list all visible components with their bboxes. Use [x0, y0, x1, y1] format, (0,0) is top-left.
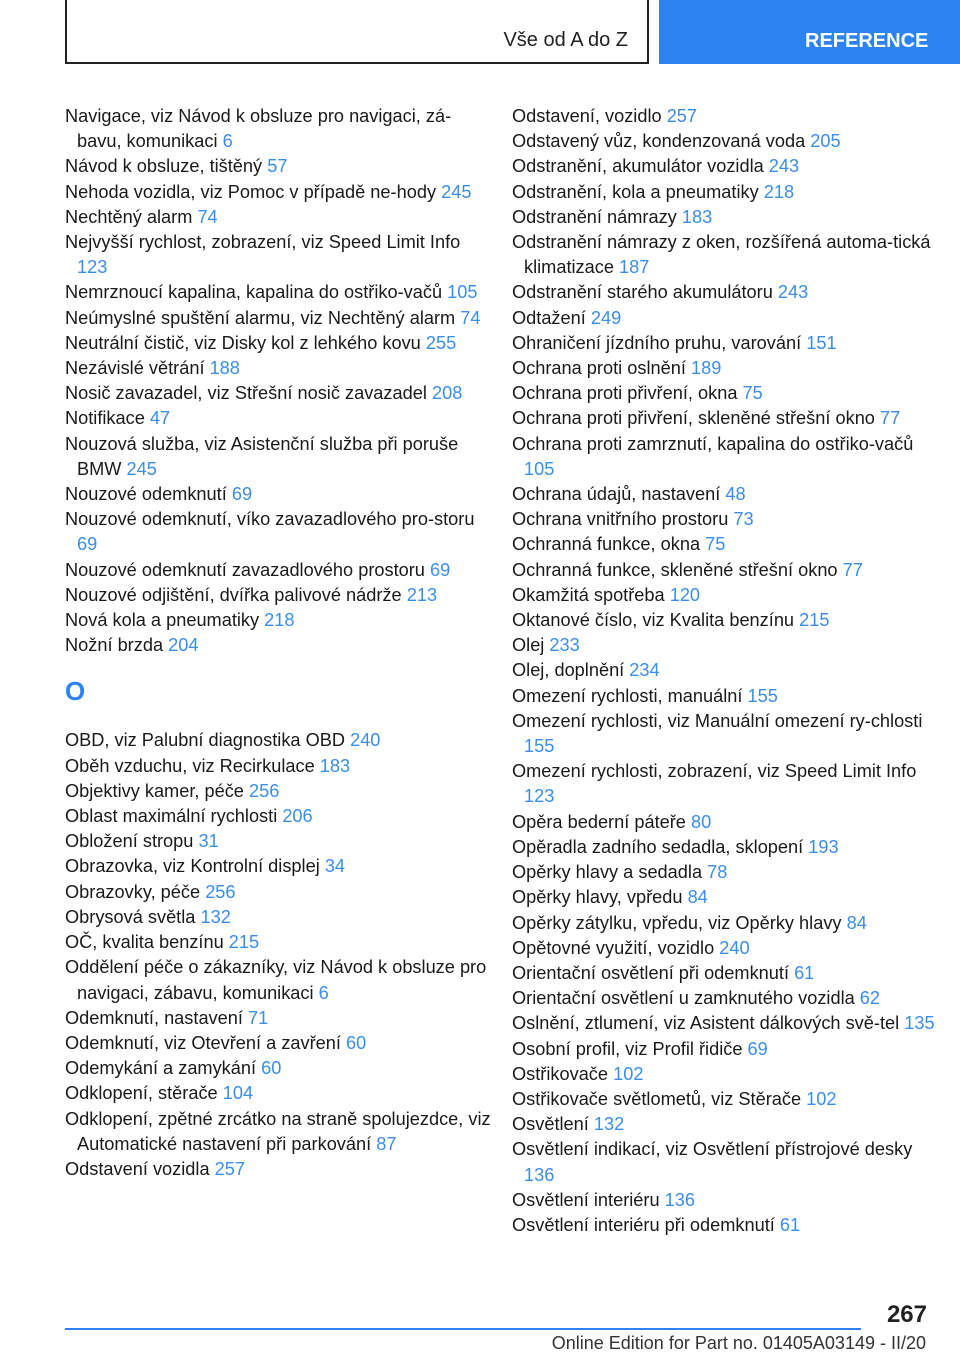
page-reference-link[interactable]: 136: [524, 1164, 555, 1185]
index-entry: [65, 1081, 495, 1106]
page-reference-link[interactable]: 183: [681, 206, 713, 227]
index-entry: [512, 205, 942, 230]
index-column-right: [512, 104, 942, 1238]
page-reference-link[interactable]: 256: [205, 881, 236, 902]
page-reference-link[interactable]: 257: [214, 1158, 245, 1179]
index-entry: [65, 180, 495, 205]
page-reference-link[interactable]: 75: [742, 383, 763, 404]
index-group-o-continued: [512, 104, 942, 1238]
index-entry-text: Ostřikovače světlometů, viz Stěrače: [512, 1088, 802, 1109]
page-reference-link[interactable]: 132: [593, 1114, 625, 1135]
index-entry: [512, 104, 942, 129]
index-entry-text: Ohraničení jízdního pruhu, varování: [512, 332, 802, 353]
footer-edition-text: Online Edition for Part no. 01405A03149 - II/20: [551, 1333, 926, 1353]
index-entry: [65, 230, 495, 280]
index-entry: [65, 1157, 495, 1182]
page-reference-link[interactable]: 155: [524, 736, 555, 757]
page-reference-link[interactable]: 104: [222, 1083, 254, 1104]
index-entry-text: Opěra bederní páteře: [512, 811, 686, 832]
index-entry: [512, 759, 942, 809]
index-entry: [512, 1137, 942, 1187]
index-entry-text: Opěrky zátylku, vpředu, viz Opěrky hlavy: [512, 912, 842, 933]
page-reference-link[interactable]: 257: [666, 106, 698, 126]
index-entry: [512, 432, 942, 482]
index-entry: [512, 633, 942, 658]
index-entry-text: Opětovné využití, vozidlo: [512, 937, 715, 958]
index-entry: [512, 860, 942, 885]
index-entry-text: Ochrana proti přivření, skleněné střešní okno: [512, 408, 875, 429]
index-entry-text: Obložení stropu: [65, 831, 194, 852]
index-entry-text: Ochrana proti zamrznutí, kapalina do ostřiko‐vačů: [512, 433, 914, 454]
index-entry-text: Osobní profil, viz Profil řidiče: [512, 1038, 743, 1059]
index-entry-text: Odklopení, stěrače: [65, 1083, 218, 1104]
index-entry: [512, 558, 942, 583]
page-reference-link[interactable]: 187: [619, 257, 650, 278]
index-entry-text: Ochrana údajů, nastavení: [512, 484, 721, 505]
page-reference-link[interactable]: 218: [763, 181, 795, 202]
index-entry-text: Okamžitá spotřeba: [512, 584, 665, 605]
index-entry: [65, 356, 495, 381]
page-number: 267: [886, 1301, 927, 1328]
page-reference-link[interactable]: 213: [406, 584, 438, 605]
index-entry-text: Opěrky hlavy a sedadla: [512, 862, 703, 883]
index-entry: [65, 406, 495, 431]
index-entry-text: Osvětlení: [512, 1114, 589, 1135]
index-entry-text: Ostřikovače: [512, 1063, 609, 1084]
index-entry: [512, 936, 942, 961]
index-entry: [512, 583, 942, 608]
index-entry-text: Nosič zavazadel, viz Střešní nosič zavazadel: [65, 383, 427, 404]
page-reference-link[interactable]: 77: [842, 559, 863, 580]
index-entry: [65, 482, 495, 507]
index-entry-text: Olej: [512, 635, 545, 656]
index-entry-text: Odtažení: [512, 307, 586, 328]
page-reference-link[interactable]: 34: [324, 856, 346, 877]
index-entry: [65, 905, 495, 930]
page-reference-link[interactable]: 240: [350, 730, 381, 751]
page-reference-link[interactable]: 69: [747, 1038, 768, 1059]
index-entry-text: Nouzové odemknutí, víko zavazadlového pro‐storu: [65, 509, 475, 530]
index-entry: [65, 930, 495, 955]
page-reference-link[interactable]: 105: [447, 282, 478, 303]
page-reference-link[interactable]: 205: [810, 131, 841, 152]
page-reference-link[interactable]: 206: [282, 806, 313, 827]
page-reference-link[interactable]: 60: [346, 1032, 367, 1053]
index-entry: [65, 432, 495, 482]
index-entry: [512, 381, 942, 406]
page-reference-link[interactable]: 61: [779, 1214, 801, 1235]
index-entry: [512, 961, 942, 986]
index-entry-text: Nehoda vozidla, viz Pomoc v případě ne‐hody: [65, 181, 437, 202]
index-entry-text: Osvětlení interiéru: [512, 1189, 660, 1210]
index-entry: [65, 1031, 495, 1056]
page-reference-link[interactable]: 74: [460, 307, 481, 328]
index-entry-text: Opěrky hlavy, vpředu: [512, 887, 683, 908]
page-reference-link[interactable]: 84: [846, 912, 867, 933]
page-reference-link[interactable]: 69: [231, 484, 253, 505]
page-reference-link[interactable]: 204: [168, 635, 199, 656]
index-entry: [65, 280, 495, 305]
index-entry: [512, 835, 942, 860]
index-entry: [65, 104, 495, 154]
page-reference-link[interactable]: 123: [524, 786, 555, 807]
index-entry-text: Orientační osvětlení u zamknutého vozidla: [512, 988, 855, 1009]
page-reference-link[interactable]: 132: [200, 906, 231, 927]
index-entry-text: Odemknutí, nastavení: [65, 1007, 243, 1028]
index-entry-text: Nouzová služba, viz Asistenční služba při poruše BMW: [65, 433, 459, 479]
index-group-n: [65, 104, 495, 658]
index-entry-text: Objektivy kamer, péče: [65, 780, 244, 801]
index-entry: [512, 532, 942, 557]
index-entry-text: Odstranění, kola a pneumatiky: [512, 181, 759, 202]
page-reference-link[interactable]: 193: [808, 836, 839, 857]
index-entry: [512, 658, 942, 683]
page-reference-link[interactable]: 75: [705, 534, 726, 555]
index-entry-text: Oddělení péče o zákazníky, viz Návod k obsluze pro navigaci, zábavu, komunikaci: [65, 957, 487, 1003]
index-entry-text: Nezávislé větrání: [65, 358, 205, 379]
index-entry: [512, 1011, 942, 1036]
index-entry-text: Osvětlení indikací, viz Osvětlení přístrojové desky: [512, 1139, 913, 1160]
page-reference-link[interactable]: 208: [431, 383, 463, 404]
index-column-left: [65, 104, 495, 1182]
index-entry-text: Ochrana vnitřního prostoru: [512, 509, 729, 530]
reference-tab[interactable]: [659, 0, 960, 64]
index-entry-text: Orientační osvětlení při odemknutí: [512, 962, 789, 983]
index-entry-text: Odklopení, zpětné zrcátko na straně spolujezdce, viz Automatické nastavení při parkování: [65, 1108, 491, 1154]
index-entry: [65, 880, 495, 905]
index-entry: [65, 804, 495, 829]
index-entry: [512, 810, 942, 835]
page-reference-link[interactable]: 136: [664, 1189, 696, 1210]
page-reference-link[interactable]: 188: [209, 358, 240, 379]
index-entry: [65, 779, 495, 804]
index-entry-text: Ochrana proti oslnění: [512, 358, 686, 379]
index-entry-text: Odstranění námrazy: [512, 206, 677, 227]
index-entry-text: Nožní brzda: [65, 635, 164, 656]
index-entry: [512, 986, 942, 1011]
page-reference-link[interactable]: 102: [613, 1063, 644, 1084]
index-entry-text: Odemykání a zamykání: [65, 1058, 257, 1079]
section-letter-o: O: [65, 676, 86, 707]
index-entry-text: Omezení rychlosti, manuální: [512, 685, 743, 706]
index-entry: [512, 911, 942, 936]
index-entry-text: Odstranění, akumulátor vozidla: [512, 156, 764, 177]
index-entry-text: Obrazovky, péče: [65, 881, 201, 902]
index-entry: [512, 1062, 942, 1087]
index-entry-text: Nejvyšší rychlost, zobrazení, viz Speed Limit Info: [65, 232, 461, 253]
page-reference-link[interactable]: 218: [264, 610, 295, 631]
index-entry-text: Nouzové odjištění, dvířka palivové nádrže: [65, 584, 402, 605]
page-reference-link[interactable]: 73: [733, 509, 754, 530]
page-reference-link[interactable]: 84: [687, 887, 708, 908]
index-entry: [512, 230, 942, 280]
page-reference-link[interactable]: 69: [77, 534, 98, 555]
page-reference-link[interactable]: 256: [248, 780, 280, 801]
index-entry-text: Ochrana proti přivření, okna: [512, 383, 738, 404]
page-reference-link[interactable]: 105: [524, 458, 555, 479]
index-entry: [65, 1006, 495, 1031]
index-entry: [65, 955, 495, 1005]
page-reference-link[interactable]: 234: [629, 660, 660, 681]
page-reference-link[interactable]: 78: [707, 862, 728, 883]
index-entry: [512, 1112, 942, 1137]
index-entry: [65, 507, 495, 557]
index-entry: [512, 280, 942, 305]
page-reference-link[interactable]: 243: [777, 282, 809, 303]
index-entry: [65, 754, 495, 779]
index-entry: [512, 507, 942, 532]
index-entry: [512, 1087, 942, 1112]
index-entry-text: Nová kola a pneumatiky: [65, 610, 260, 631]
index-entry-text: Notifikace: [65, 408, 145, 429]
page-reference-link[interactable]: 47: [149, 408, 171, 429]
page-reference-link[interactable]: 31: [198, 831, 219, 852]
page-reference-link[interactable]: 80: [690, 811, 712, 832]
page-reference-link[interactable]: 249: [590, 307, 622, 328]
header-section-box: [65, 0, 649, 64]
index-entry-text: Oblast maximální rychlosti: [65, 806, 278, 827]
index-entry: [65, 583, 495, 608]
index-entry-text: Navigace, viz Návod k obsluze pro navigaci, zá‐bavu, komunikaci: [65, 106, 452, 152]
index-entry-text: Obrazovka, viz Kontrolní displej: [65, 856, 320, 877]
index-entry: [512, 331, 942, 356]
index-entry-text: Ochranná funkce, skleněné střešní okno: [512, 559, 838, 580]
index-entry: [65, 854, 495, 879]
page-reference-link[interactable]: 87: [376, 1133, 397, 1154]
index-entry-text: Odstavení, vozidlo: [512, 106, 662, 126]
index-entry-text: Oběh vzduchu, viz Recirkulace: [65, 755, 315, 776]
index-entry-text: Odstavení vozidla: [65, 1158, 210, 1179]
index-entry-text: Odstavený vůz, kondenzovaná voda: [512, 131, 806, 152]
index-entry: [65, 1107, 495, 1157]
page-reference-link[interactable]: 74: [197, 206, 218, 227]
index-entry-text: Neutrální čistič, viz Disky kol z lehkého kovu: [65, 332, 421, 353]
index-entry-text: Oktanové číslo, viz Kvalita benzínu: [512, 610, 795, 631]
index-entry: [65, 381, 495, 406]
index-entry: [512, 406, 942, 431]
index-entry-text: Oslnění, ztlumení, viz Asistent dálkových svě‐tel: [512, 1013, 900, 1034]
page-reference-link[interactable]: 102: [806, 1088, 837, 1109]
section-title: Vše od A do Z: [503, 29, 628, 51]
index-entry: [512, 1037, 942, 1062]
index-entry-text: Omezení rychlosti, viz Manuální omezení ry‐chlosti: [512, 710, 923, 731]
page-reference-link[interactable]: 135: [904, 1013, 935, 1034]
index-entry: [512, 1188, 942, 1213]
index-entry-text: OČ, kvalita benzínu: [65, 932, 224, 953]
page-reference-link[interactable]: 240: [719, 937, 750, 958]
index-entry-text: Olej, doplnění: [512, 660, 625, 681]
index-entry: [65, 633, 495, 658]
page-reference-link[interactable]: 123: [77, 257, 108, 278]
page-reference-link[interactable]: 245: [441, 181, 472, 202]
index-entry: [65, 728, 495, 753]
index-entry-text: Odstranění námrazy z oken, rozšířená automa‐tická klimatizace: [512, 232, 931, 278]
index-entry: [512, 885, 942, 910]
index-entry: [512, 1213, 942, 1238]
index-entry-text: Omezení rychlosti, zobrazení, viz Speed Limit Info: [512, 761, 917, 782]
index-entry-text: Nechtěný alarm: [65, 206, 193, 227]
index-entry: [65, 331, 495, 356]
reference-tab-label: REFERENCE: [805, 30, 929, 52]
page-reference-link[interactable]: 6: [222, 131, 233, 152]
index-entry: [512, 709, 942, 759]
page-reference-link[interactable]: 255: [425, 332, 457, 353]
index-entry: [65, 558, 495, 583]
page-reference-link[interactable]: 155: [747, 685, 778, 706]
index-entry-text: Nouzové odemknutí zavazadlového prostoru: [65, 559, 425, 580]
footer-divider: [65, 1328, 861, 1330]
page-reference-link[interactable]: 215: [799, 610, 830, 631]
index-entry-text: Ochranná funkce, okna: [512, 534, 701, 555]
page-reference-link[interactable]: 57: [267, 156, 288, 177]
index-entry-text: Nouzové odemknutí: [65, 484, 227, 505]
index-entry: [65, 1056, 495, 1081]
index-entry-text: Návod k obsluze, tištěný: [65, 156, 263, 177]
index-entry: [512, 154, 942, 179]
index-entry: [512, 482, 942, 507]
page-reference-link[interactable]: 69: [430, 559, 451, 580]
page-reference-link[interactable]: 243: [768, 156, 800, 177]
page-reference-link[interactable]: 6: [318, 982, 329, 1003]
index-group-o: [65, 728, 495, 1182]
index-entry-text: OBD, viz Palubní diagnostika OBD: [65, 730, 346, 751]
index-entry-text: Neúmyslné spuštění alarmu, viz Nechtěný alarm: [65, 307, 456, 328]
index-entry: [65, 608, 495, 633]
index-entry: [512, 608, 942, 633]
page-reference-link[interactable]: 233: [549, 635, 580, 656]
page-reference-link[interactable]: 62: [859, 988, 881, 1009]
index-entry-text: Odemknutí, viz Otevření a zavření: [65, 1032, 341, 1053]
index-entry: [512, 684, 942, 709]
page-reference-link[interactable]: 77: [880, 408, 901, 429]
page-reference-link[interactable]: 245: [126, 458, 157, 479]
index-entry-text: Obrysová světla: [65, 906, 196, 927]
index-entry: [512, 129, 942, 154]
page-reference-link[interactable]: 61: [794, 962, 815, 983]
page-reference-link[interactable]: 189: [690, 358, 722, 379]
index-entry-text: Odstranění starého akumulátoru: [512, 282, 773, 303]
index-entry: [512, 306, 942, 331]
page-reference-link[interactable]: 183: [319, 755, 351, 776]
page-reference-link[interactable]: 48: [725, 484, 746, 505]
page-reference-link[interactable]: 60: [261, 1058, 282, 1079]
page-reference-link[interactable]: 71: [248, 1007, 269, 1028]
index-entry: [65, 306, 495, 331]
index-entry: [512, 180, 942, 205]
index-entry: [65, 154, 495, 179]
index-entry-text: Opěradla zadního sedadla, sklopení: [512, 836, 804, 857]
index-entry: [65, 205, 495, 230]
index-entry-text: Nemrznoucí kapalina, kapalina do ostřiko‐vačů: [65, 282, 443, 303]
page-reference-link[interactable]: 215: [228, 932, 260, 953]
index-entry: [512, 356, 942, 381]
index-entry: [65, 829, 495, 854]
page-reference-link[interactable]: 151: [806, 332, 837, 353]
index-entry-text: Osvětlení interiéru při odemknutí: [512, 1214, 775, 1235]
page-reference-link[interactable]: 120: [669, 584, 701, 605]
